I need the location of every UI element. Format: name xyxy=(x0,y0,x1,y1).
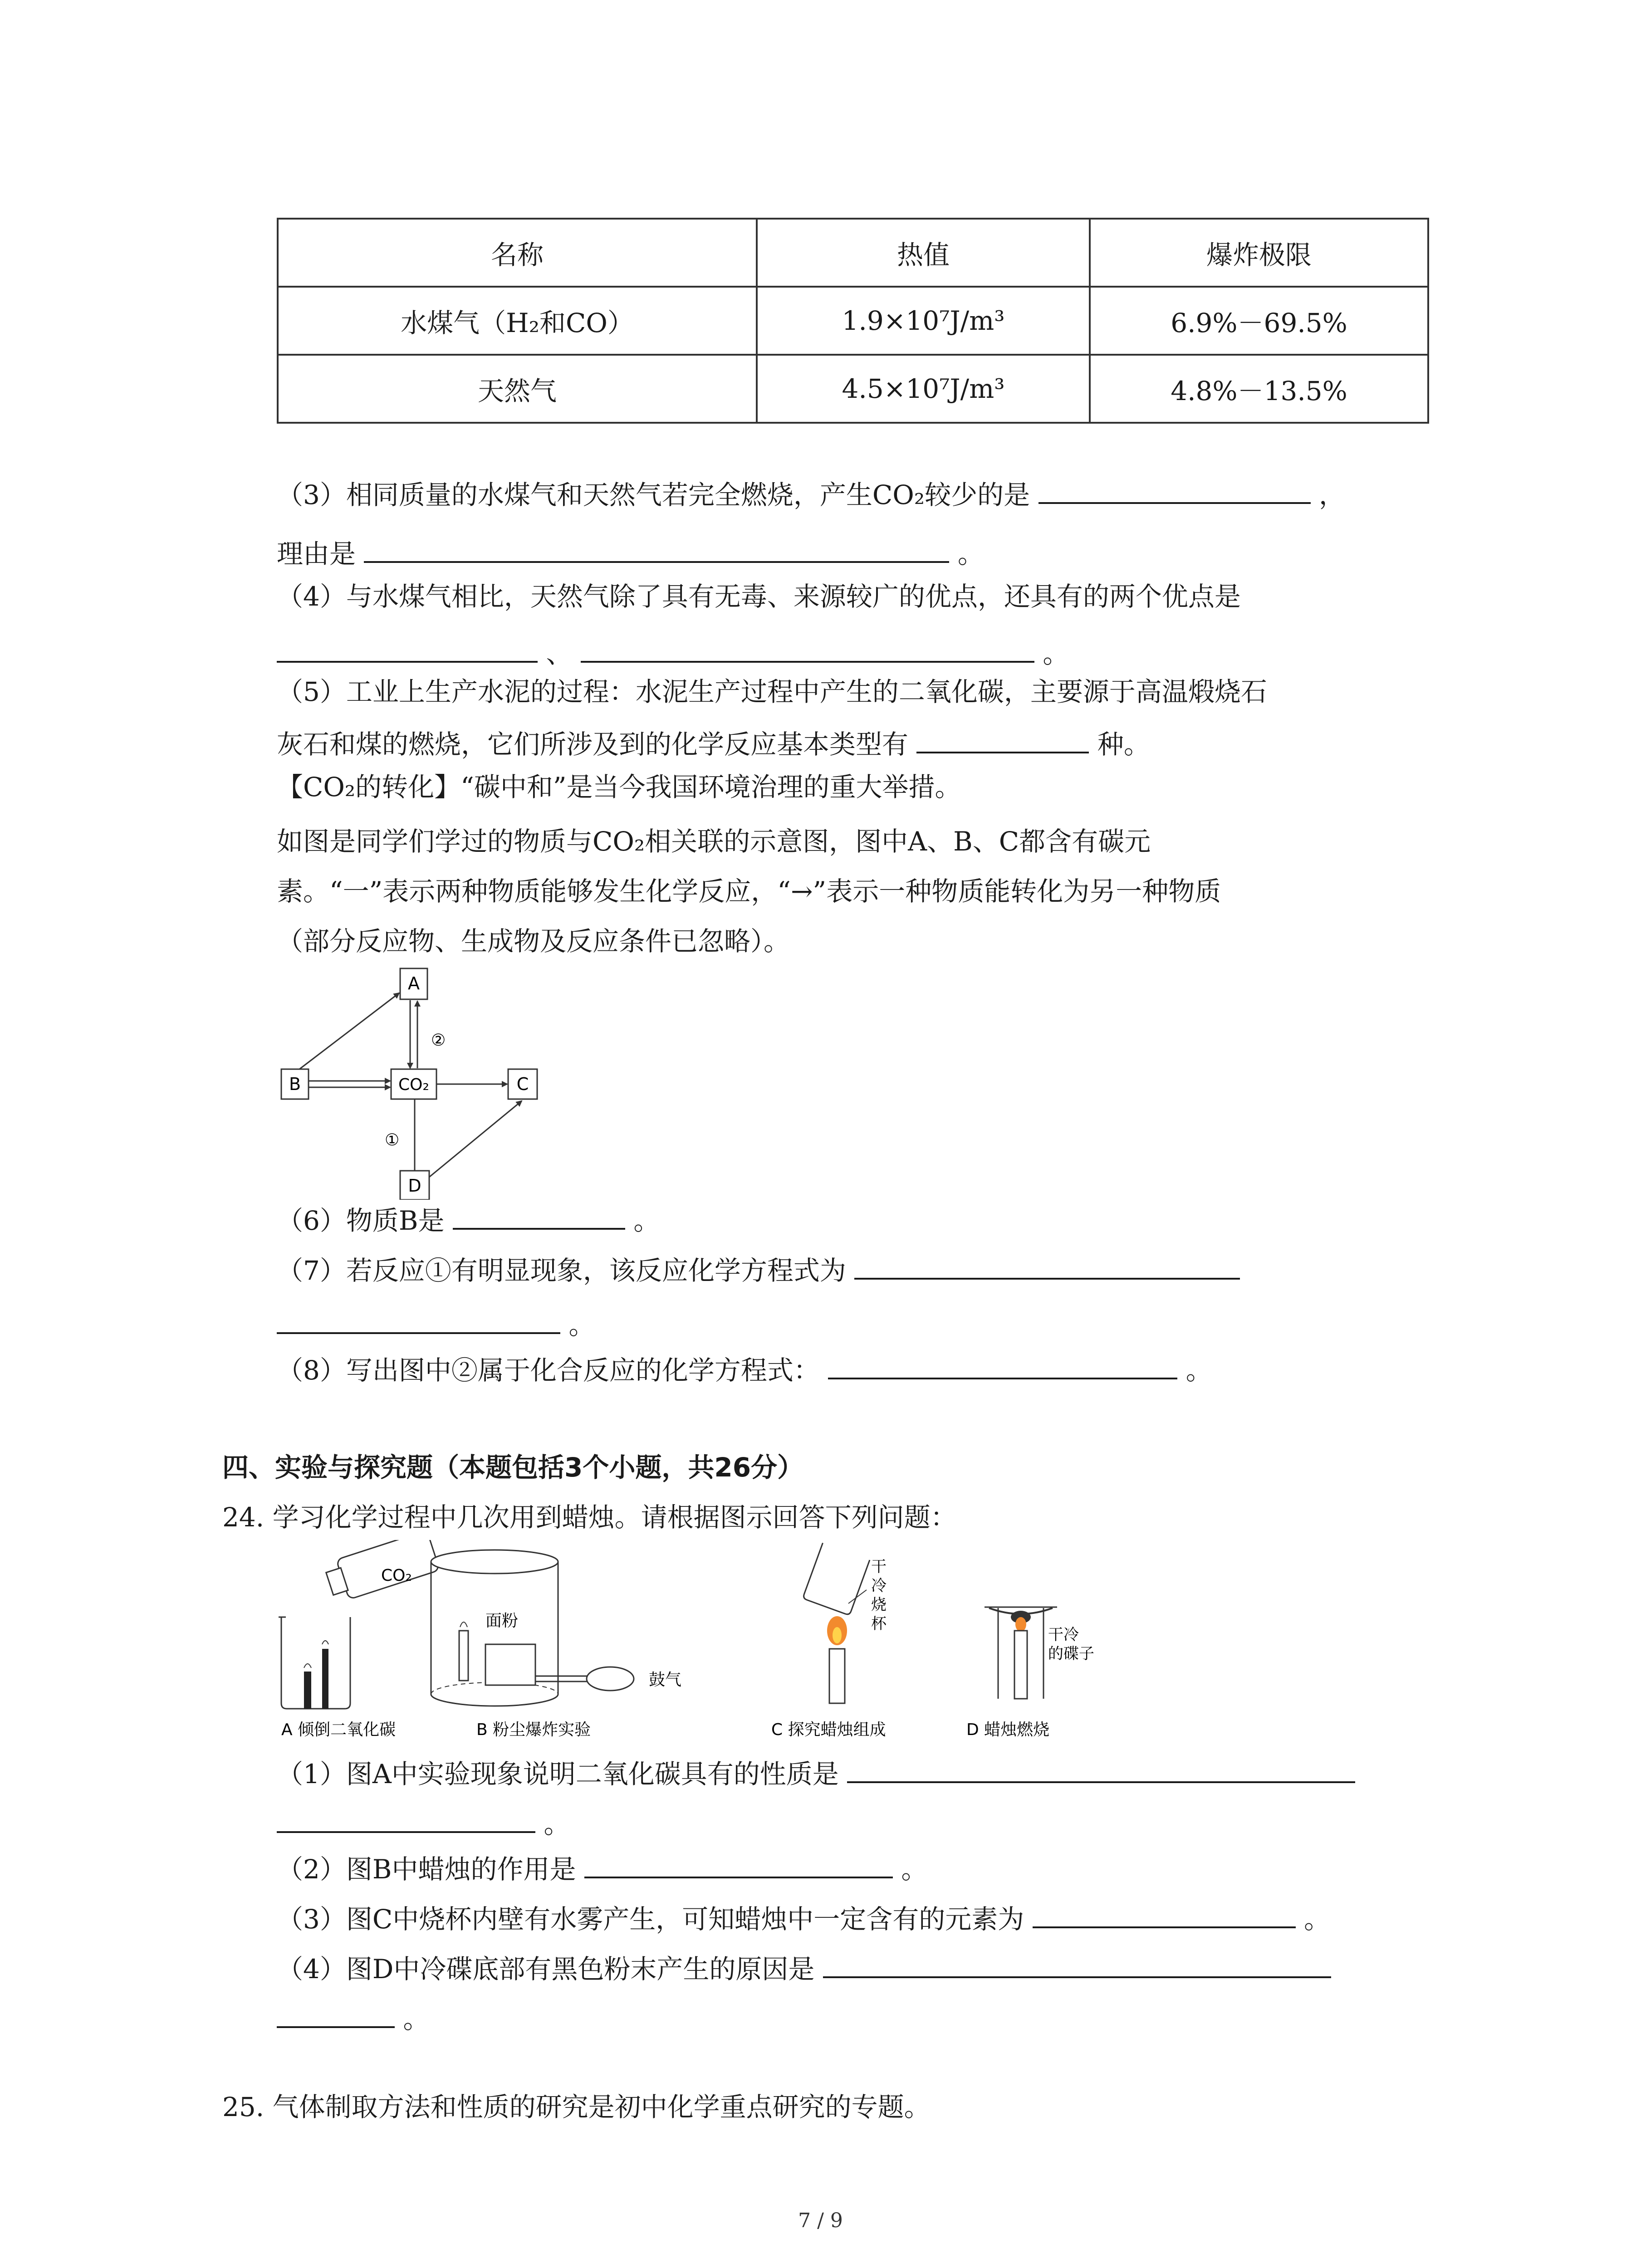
figure-b-air-label: 鼓气 xyxy=(649,1671,682,1689)
punctuation: ， xyxy=(1318,479,1345,510)
page-number: 7 / 9 xyxy=(798,2209,843,2232)
punctuation: 。 xyxy=(1185,1355,1212,1386)
answer-blank[interactable] xyxy=(277,1998,395,2028)
figure-c-candle-composition xyxy=(803,1543,887,1703)
question-24-part-4-cont xyxy=(277,1998,429,2037)
figure-a-pour-co2 xyxy=(279,1540,440,1709)
table-cell: 水煤气（H₂和CO） xyxy=(278,287,757,355)
answer-blank[interactable] xyxy=(854,1250,1240,1280)
table-cell: 4.5×10⁷J/m³ xyxy=(757,355,1090,423)
question-24-intro: 24. 学习化学过程中几次用到蜡烛。请根据图示回答下列问题： xyxy=(222,1502,957,1533)
co2-relationship-diagram xyxy=(272,964,563,1200)
table-cell: 4.8%－13.5% xyxy=(1090,355,1428,423)
question-24-part-1-cont xyxy=(277,1803,570,1842)
answer-blank[interactable] xyxy=(277,633,538,663)
punctuation: 、 xyxy=(546,638,573,669)
punctuation: 。 xyxy=(403,2004,430,2034)
question-text: （3）图C中烧杯内壁有水雾产生，可知蜡烛中一定含有的元素为 xyxy=(277,1904,1024,1935)
figure-b-flour-label: 面粉 xyxy=(485,1612,519,1630)
question-text: （8）写出图中②属于化合反应的化学方程式： xyxy=(277,1355,820,1386)
answer-blank[interactable] xyxy=(828,1349,1177,1379)
answer-blank[interactable] xyxy=(581,633,1034,663)
table-header-cell: 名称 xyxy=(278,219,757,287)
answer-blank[interactable] xyxy=(277,1803,535,1833)
reaction-1-label: ① xyxy=(385,1131,400,1149)
figure-d-label: 的碟子 xyxy=(1048,1645,1094,1663)
question-4-line-2 xyxy=(277,633,1069,672)
question-text: （4）图D中冷碟底部有黑色粉末产生的原因是 xyxy=(277,1954,815,1984)
section-4-title: 四、实验与探究题（本题包括3个小题，共26分） xyxy=(222,1452,804,1483)
question-24-part-3 xyxy=(277,1898,1330,1937)
question-text: （1）图A中实验现象说明二氧化碳具有的性质是 xyxy=(277,1759,839,1789)
table-cell: 6.9%－69.5% xyxy=(1090,287,1428,355)
answer-blank[interactable] xyxy=(1038,474,1311,504)
punctuation: 。 xyxy=(957,538,984,569)
question-7-line-2 xyxy=(277,1304,595,1343)
question-3-line-1 xyxy=(277,474,1345,513)
question-24-part-1 xyxy=(277,1753,1355,1792)
question-text: 灰石和煤的燃烧，它们所涉及到的化学反应基本类型有 xyxy=(277,729,909,760)
node-a-label: A xyxy=(408,973,420,993)
figure-c-label: 烧 xyxy=(871,1596,887,1614)
node-co2-label: CO₂ xyxy=(398,1075,429,1094)
question-6 xyxy=(277,1200,660,1239)
figure-caption-b: B 粉尘爆炸实验 xyxy=(476,1721,591,1739)
candle-experiments-figure xyxy=(272,1540,1134,1744)
punctuation: 。 xyxy=(901,1854,928,1885)
question-text: （6）物质B是 xyxy=(277,1205,445,1236)
question-5-line-1: （5）工业上生产水泥的过程：水泥生产过程中产生的二氧化碳，主要源于高温煅烧石 xyxy=(277,676,1267,707)
co2-section-line-1: 如图是同学们学过的物质与CO₂相关联的示意图，图中A、B、C都含有碳元 xyxy=(277,826,1151,857)
answer-blank[interactable] xyxy=(364,533,949,563)
question-3-line-2 xyxy=(277,533,984,572)
figure-caption-a: A 倾倒二氧化碳 xyxy=(281,1721,396,1739)
question-text: （2）图B中蜡烛的作用是 xyxy=(277,1854,576,1885)
figure-a-gas-label: CO₂ xyxy=(381,1566,412,1585)
table-header-cell: 爆炸极限 xyxy=(1090,219,1428,287)
punctuation: 。 xyxy=(1043,638,1069,669)
reaction-2-label: ② xyxy=(431,1031,446,1050)
question-24-part-4 xyxy=(277,1948,1331,1987)
arrow-d-to-c xyxy=(429,1101,522,1177)
question-5-line-2 xyxy=(277,723,1150,763)
arrow-b-to-a xyxy=(299,993,399,1069)
co2-section-heading: 【CO₂的转化】“碳中和”是当今我国环境治理的重大举措。 xyxy=(277,772,961,802)
co2-section-line-2: 素。“一”表示两种物质能够发生化学反应，“→”表示一种物质能转化为另一种物质 xyxy=(277,876,1221,907)
answer-blank[interactable] xyxy=(1033,1898,1296,1928)
question-25: 25. 气体制取方法和性质的研究是初中化学重点研究的专题。 xyxy=(222,2092,931,2122)
punctuation: 种。 xyxy=(1097,729,1150,760)
figure-c-label: 冷 xyxy=(871,1577,887,1595)
answer-blank[interactable] xyxy=(584,1848,893,1878)
table-header-row xyxy=(278,219,1428,287)
figure-c-label: 干 xyxy=(871,1558,887,1576)
answer-blank[interactable] xyxy=(277,1304,560,1334)
question-7-line-1 xyxy=(277,1250,1240,1289)
answer-blank[interactable] xyxy=(847,1753,1355,1783)
question-text: （3）相同质量的水煤气和天然气若完全燃烧，产生CO₂较少的是 xyxy=(277,479,1030,510)
node-d-label: D xyxy=(408,1176,421,1196)
fuel-comparison-table xyxy=(277,218,1429,424)
punctuation: 。 xyxy=(568,1310,595,1340)
figure-b-dust-explosion xyxy=(431,1550,681,1706)
question-8 xyxy=(277,1349,1212,1388)
figure-d-candle-burning xyxy=(985,1607,1094,1699)
figure-caption-c: C 探究蜡烛组成 xyxy=(771,1721,886,1739)
figure-d-label: 干冷 xyxy=(1048,1626,1079,1644)
punctuation: 。 xyxy=(544,1809,570,1839)
punctuation: 。 xyxy=(633,1205,660,1236)
answer-blank[interactable] xyxy=(823,1948,1331,1978)
question-text: （7）若反应①有明显现象，该反应化学方程式为 xyxy=(277,1255,846,1286)
question-24-part-2 xyxy=(277,1848,927,1887)
figure-caption-d: D 蜡烛燃烧 xyxy=(966,1721,1050,1739)
table-cell: 1.9×10⁷J/m³ xyxy=(757,287,1090,355)
question-text: 理由是 xyxy=(277,538,356,569)
question-4-line-1: （4）与水煤气相比，天然气除了具有无毒、来源较广的优点，还具有的两个优点是 xyxy=(277,581,1241,612)
answer-blank[interactable] xyxy=(916,723,1089,753)
node-c-label: C xyxy=(516,1074,529,1094)
node-b-label: B xyxy=(289,1074,301,1094)
table-cell: 天然气 xyxy=(278,355,757,423)
answer-blank[interactable] xyxy=(453,1200,625,1230)
punctuation: 。 xyxy=(1304,1904,1331,1935)
co2-section-line-3: （部分反应物、生成物及反应条件已忽略）。 xyxy=(277,926,790,957)
table-header-cell: 热值 xyxy=(757,219,1090,287)
table-row xyxy=(278,355,1428,423)
figure-c-label: 杯 xyxy=(871,1615,887,1633)
table-row xyxy=(278,287,1428,355)
